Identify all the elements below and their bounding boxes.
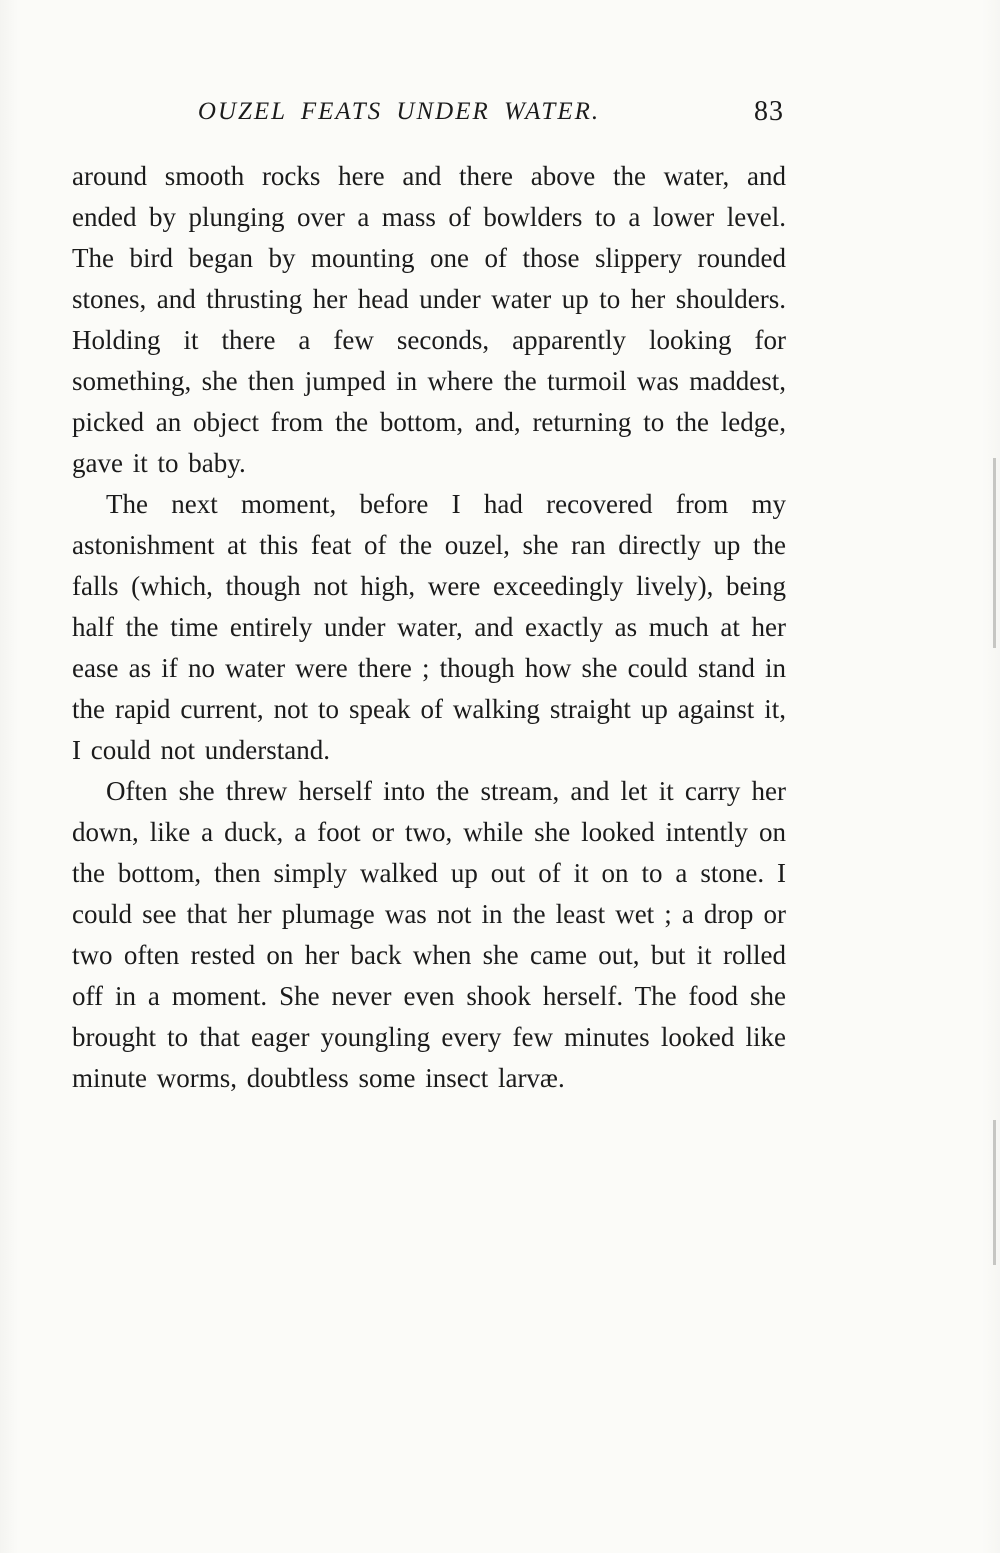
paragraph: The next moment, before I had recovered from my astonishment at this feat of the ouzel, she ran directly up the falls (which, though not high, were exceedingly lively), being half the time entirely under water, and exactly as much at her ease as if no water were there ; though how she could stand in the rapid current, not to speak of walking straight up against it, I could not understand. bbox=[72, 489, 786, 765]
body-text bbox=[72, 156, 786, 1099]
scan-artifact-line bbox=[993, 1120, 996, 1265]
paragraph: Often she threw herself into the stream, and let it carry her down, like a duck, a foot or two, while she looked intently on the bottom, then simply walked up out of it on to a stone. I could see that her plumage was not in the least wet ; a drop or two often rested on her back when she came out, but it rolled off in a moment. She never even shook herself. The food she brought to that eager youngling every few minutes looked like minute worms, doubtless some insect larvæ. bbox=[72, 776, 786, 1093]
page-header bbox=[72, 98, 786, 136]
page-number: 83 bbox=[754, 96, 784, 127]
paragraph: around smooth rocks here and there above the water, and ended by plunging over a mass of bowlders to a lower level. The bird began by mounting one of those slippery rounded stones, and thrusting her head under water up to her shoulders. Holding it there a few seconds, apparently looking for something, she then jumped in where the turmoil was maddest, picked an object from the bottom, and, returning to the ledge, gave it to baby. bbox=[72, 161, 786, 478]
scan-artifact-line bbox=[993, 458, 996, 648]
running-header-title: OUZEL FEATS UNDER WATER. bbox=[197, 98, 601, 125]
text-block bbox=[72, 98, 786, 1099]
